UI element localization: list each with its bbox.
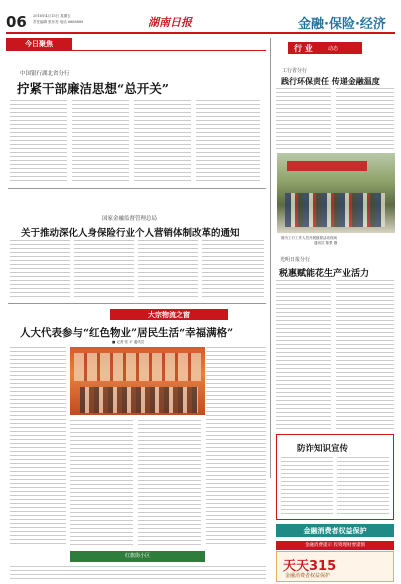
photo-people (285, 193, 385, 227)
right2-kicker: 光明日报分行 (280, 257, 311, 263)
ad-block (276, 551, 394, 582)
footer-left-label: 红旗街小区 (124, 553, 150, 559)
notice-body-col4 (202, 240, 264, 300)
lead-body-col1 (10, 100, 67, 184)
right-tag-label: 行 业 (294, 44, 313, 53)
tips-body-col2 (337, 457, 389, 515)
lead-bottom-rule (8, 188, 266, 189)
date-line-1: 2016年4月15日 星期五 (33, 14, 71, 18)
tips-title: 防诈知识宣传 (297, 444, 349, 454)
lead-body-col2 (72, 100, 129, 184)
ad-line-1: 金融消费提示 投资理财要谨慎 (305, 543, 365, 548)
photo1-caption: 图为工行工作人员开展植树活动现场 (281, 236, 337, 240)
ad-sub: 金融消费者权益保护 (285, 573, 331, 579)
notice-body-col2 (74, 240, 134, 300)
right1-title: 践行环保责任 传递金融温度 (281, 76, 380, 86)
page-header (0, 0, 401, 36)
notice-kicker: 国家金融监督管理总局 (102, 216, 158, 222)
right-tag-banner (288, 42, 362, 54)
right2-body-col1 (276, 280, 331, 430)
left-tag-banner (6, 38, 72, 51)
left-tag-label: 今日聚焦 (25, 40, 53, 48)
lead-body-col3 (134, 100, 191, 184)
right1-body-col2 (336, 88, 394, 150)
section-title: 金融·保险·经济 (298, 17, 386, 32)
feature-body-col2 (70, 420, 133, 547)
notice-title: 关于推动深化人身保险行业个人营销体制改革的通知 (21, 228, 240, 239)
bottom-banner-label: 金融消费者权益保护 (303, 526, 367, 535)
ad-title: 天天315 (283, 559, 337, 574)
lead-title: 拧紧干部廉洁思想“总开关” (17, 81, 169, 96)
feature-title: 人大代表参与“红色物业”居民生活“幸福满格” (20, 327, 234, 339)
right2-body-col2 (336, 280, 394, 430)
right1-body-col1 (276, 88, 331, 150)
right2-title: 税惠赋能花生产业活力 (279, 269, 370, 279)
notice-bottom-rule (8, 303, 266, 304)
lead-kicker: 中国银行湖北省分行 (20, 71, 70, 77)
footer-strip (70, 551, 205, 562)
activity-photo (277, 153, 395, 233)
feature-body-col4 (206, 347, 266, 547)
right-column-divider (270, 38, 271, 478)
notice-body-col3 (138, 240, 198, 300)
right-tag-sub: 动态 (328, 46, 339, 52)
feature-kicker-strip (110, 309, 228, 320)
feature-body-col3 (138, 420, 201, 547)
left-tag-rule (72, 50, 266, 51)
feature-photo-windows (74, 353, 201, 381)
lead-body-col4 (196, 100, 260, 184)
page-number: 06 (6, 13, 27, 31)
notice-body-col1 (10, 240, 70, 300)
feature-photo (70, 347, 205, 415)
header-rule (6, 32, 395, 34)
footer-body (10, 566, 266, 582)
photo-banner (287, 161, 367, 171)
tips-box (276, 434, 394, 520)
feature-kicker: 大宗物流之窗 (148, 310, 190, 319)
feature-body-left (10, 347, 66, 547)
date-line-2: 责任编辑 张东亮 电话 6888888 (33, 20, 84, 24)
right1-kicker: 工行省分行 (282, 68, 308, 74)
photo1-credit: 通讯员 陈景 摄 (314, 241, 338, 245)
bottom-banner (276, 524, 394, 537)
tips-body-col1 (281, 457, 333, 515)
feature-photo-people (80, 387, 198, 413)
ad-strip (276, 541, 394, 550)
paper-logo: 湖南日报 (148, 16, 192, 29)
feature-byline: ■ 记者 张 平 通讯员 (112, 340, 145, 344)
